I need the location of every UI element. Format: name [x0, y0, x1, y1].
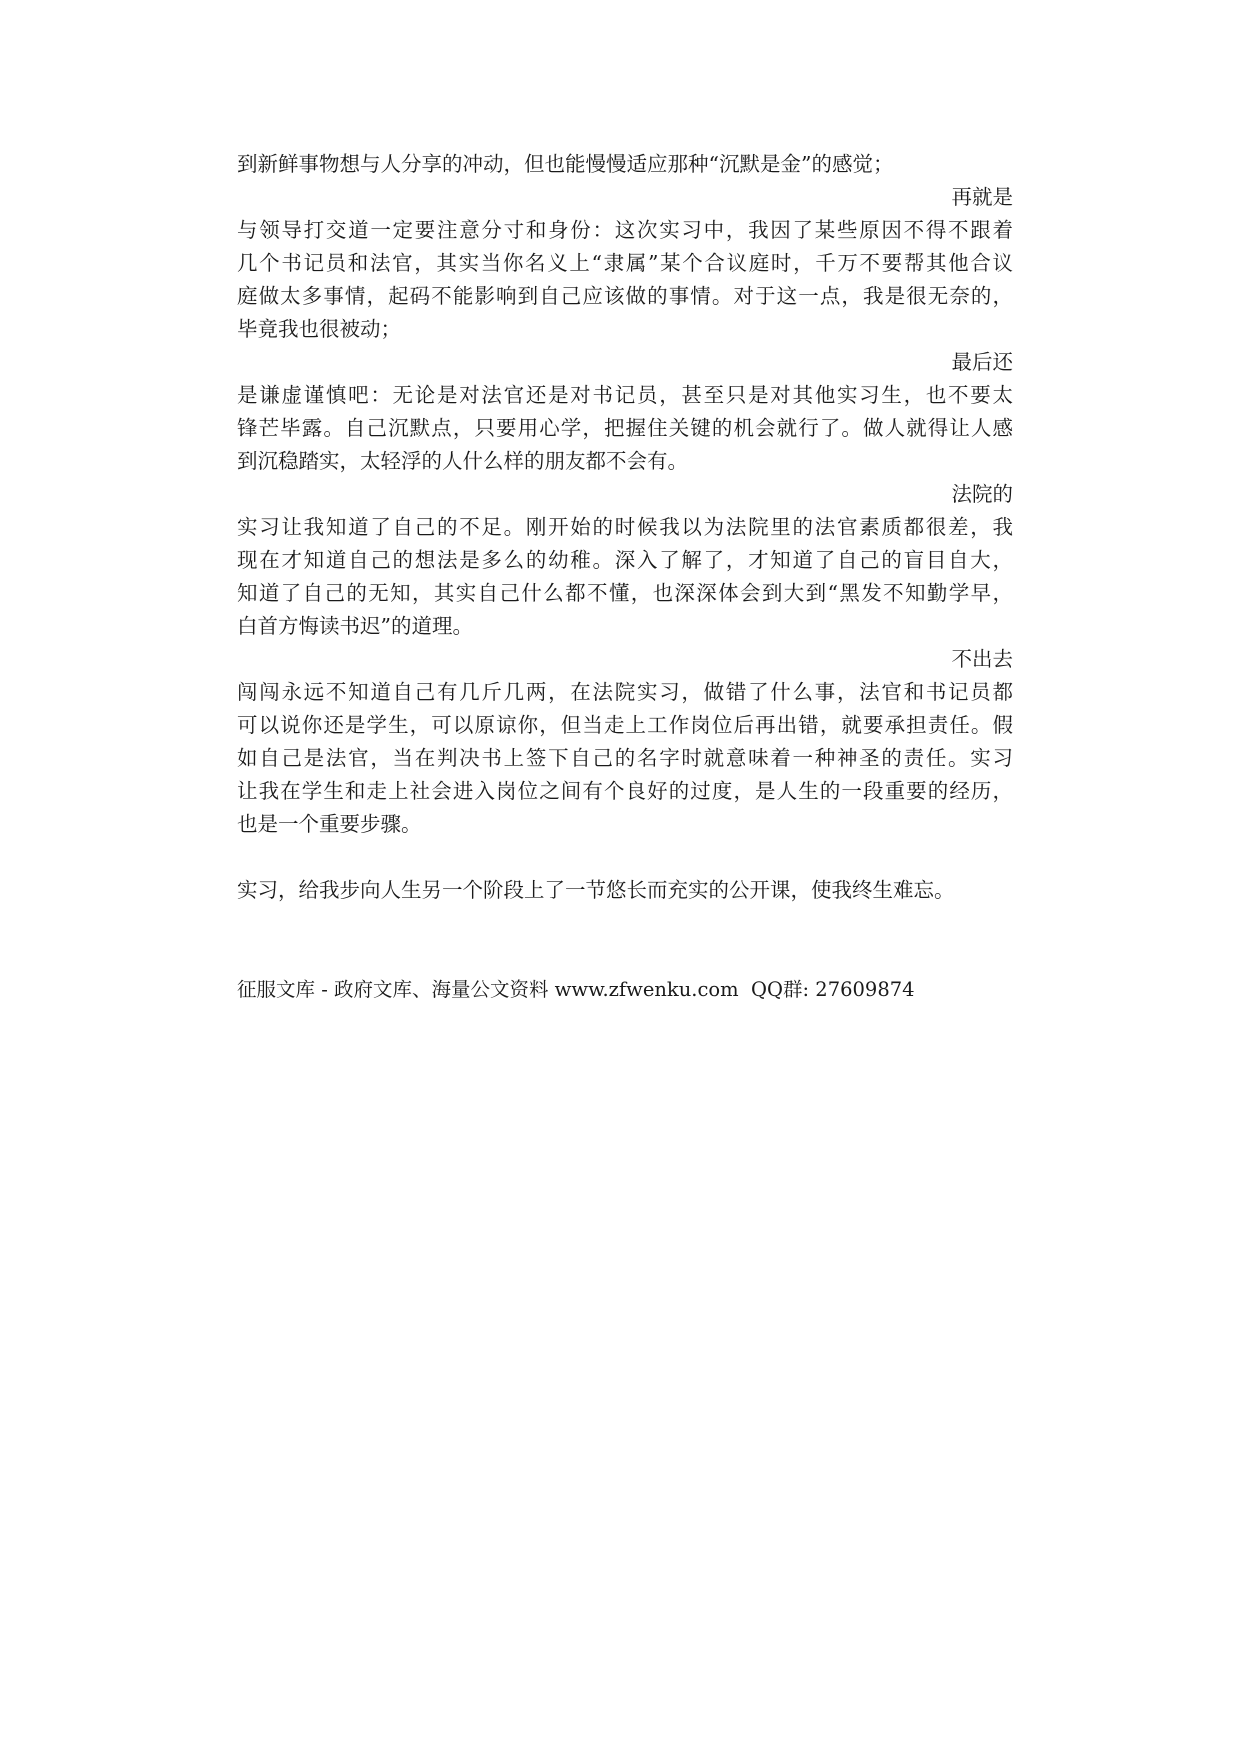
- paragraph-lead: 法院的: [951, 482, 1013, 506]
- paragraph-line: 如自己是法官，当在判决书上签下自己的名字时就意味着一种神圣的责任。实习: [237, 746, 1013, 770]
- paragraph-line: 庭做太多事情，起码不能影响到自己应该做的事情。对于这一点，我是很无奈的，: [237, 284, 1013, 308]
- paragraph-line: 到沉稳踏实，太轻浮的人什么样的朋友都不会有。: [237, 449, 688, 473]
- paragraph-line: 也是一个重要步骤。: [237, 812, 422, 836]
- paragraph-line: 到新鲜事物想与人分享的冲动，但也能慢慢适应那种“沉默是金”的感觉；: [237, 152, 894, 176]
- paragraph-line: 几个书记员和法官，其实当你名义上“隶属”某个合议庭时，千万不要帮其他合议: [237, 251, 1013, 275]
- page-footer: 征服文库 - 政府文库、海量公文资料 www.zfwenku.com QQ群: 27609874: [237, 978, 915, 1001]
- document-body: [237, 148, 1013, 1006]
- paragraph-line: 让我在学生和走上社会进入岗位之间有个良好的过度，是人生的一段重要的经历，: [237, 779, 1013, 803]
- paragraph-lead: 不出去: [951, 647, 1013, 671]
- paragraph-line: 毕竟我也很被动；: [237, 317, 401, 341]
- paragraph-line: 现在才知道自己的想法是多么的幼稚。深入了解了，才知道了自己的盲目自大，: [237, 548, 1013, 572]
- paragraph-line: 实习让我知道了自己的不足。刚开始的时候我以为法院里的法官素质都很差，我: [237, 515, 1013, 539]
- paragraph-lead: 最后还: [951, 350, 1013, 374]
- paragraph-spacer: [237, 841, 1013, 874]
- paragraph-line: 锋芒毕露。自己沉默点，只要用心学，把握住关键的机会就行了。做人就得让人感: [237, 416, 1013, 440]
- paragraph-line: 白首方悔读书迟”的道理。: [237, 614, 473, 638]
- footer-spacer: [237, 907, 1013, 973]
- paragraph-line: 可以说你还是学生，可以原谅你，但当走上工作岗位后再出错，就要承担责任。假: [237, 713, 1013, 737]
- paragraph-line: 是谦虚谨慎吧：无论是对法官还是对书记员，甚至只是对其他实习生，也不要太: [237, 383, 1013, 407]
- paragraph-line: 闯闯永远不知道自己有几斤几两，在法院实习，做错了什么事，法官和书记员都: [237, 680, 1013, 704]
- closing-paragraph: 实习，给我步向人生另一个阶段上了一节悠长而充实的公开课，使我终生难忘。: [237, 878, 955, 902]
- paragraph-line: 与领导打交道一定要注意分寸和身份：这次实习中，我因了某些原因不得不跟着: [237, 218, 1013, 242]
- paragraph-lead: 再就是: [951, 185, 1013, 209]
- paragraph-line: 知道了自己的无知，其实自己什么都不懂，也深深体会到大到“黑发不知勤学早，: [237, 581, 1013, 605]
